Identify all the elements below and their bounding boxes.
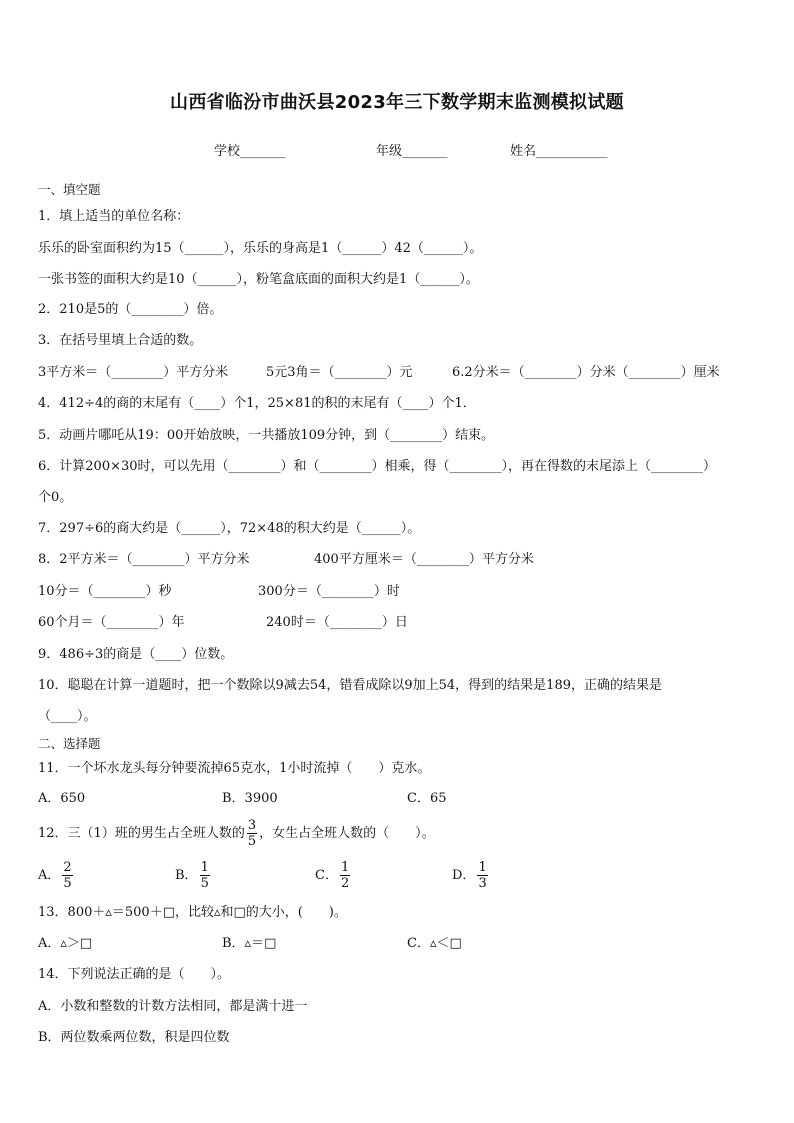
q3-c: 6.2分米＝（________）分米（________）厘米	[452, 365, 720, 380]
q12-option-d-fraction	[477, 860, 487, 891]
q13-stem: 13．800＋▵＝500＋□，比较▵和□的大小，( )。	[38, 905, 347, 920]
q12-fraction-num: 3	[247, 818, 257, 833]
q5: 5．动画片哪吒从19：00开始放映，一共播放109分钟，到（________）结束。	[38, 428, 495, 443]
school-field: 学校_______	[214, 144, 286, 159]
q8-b: 400平方厘米＝（________）平方分米	[314, 552, 534, 567]
section-fill-heading: 一、填空题	[38, 182, 101, 197]
q13-option-b: B．▵＝□	[222, 936, 277, 951]
q8-c: 10分＝（________）秒	[38, 584, 172, 599]
q6-line1: 6．计算200×30时，可以先用（________）和（________）相乘，得（________），再在得数的末尾添上（________）	[38, 459, 717, 474]
q13-option-a: A．▵＞□	[38, 936, 93, 951]
exam-title: 山西省临汾市曲沃县2023年三下数学期末监测模拟试题	[170, 92, 624, 113]
q12-option-a-fraction	[62, 860, 72, 891]
q12-option-a-label: A．	[38, 868, 61, 883]
q11-stem: 11．一个坏水龙头每分钟要流掉65克水，1小时流掉（ ）克水。	[38, 761, 431, 776]
q1-line1: 乐乐的卧室面积约为15（______），乐乐的身高是1（______）42（______）。	[38, 241, 483, 256]
q12-option-d-den: 3	[478, 876, 487, 891]
q12-stem-post: ，女生占全班人数的（ ）。	[259, 826, 435, 841]
q10-line2: （____）。	[38, 709, 97, 724]
q12-fraction-den: 5	[247, 834, 257, 849]
q12-option-c-num: 1	[340, 860, 350, 875]
q9: 9．486÷3的商是（____）位数。	[38, 647, 234, 662]
q12-option-c-fraction	[340, 860, 350, 891]
q11-option-b: B．3900	[222, 791, 278, 806]
q12-option-a-num: 2	[63, 860, 72, 875]
q2: 2．210是5的（________）倍。	[38, 302, 223, 317]
q12-fraction	[247, 818, 257, 849]
q12-option-c	[315, 859, 352, 893]
q10-line1: 10．聪聪在计算一道题时，把一个数除以9减去54，错看成除以9加上54，得到的结果是189，正确的结果是	[38, 678, 662, 693]
q12-option-d-label: D．	[452, 868, 476, 883]
q14-option-b: B．两位数乘两位数，积是四位数	[38, 1030, 230, 1045]
q3-a: 3平方米＝（________）平方分米	[38, 365, 229, 380]
q8-a: 8．2平方米＝（________）平方分米	[38, 552, 250, 567]
q1-stem: 1．填上适当的单位名称：	[38, 209, 190, 224]
q12-option-b-fraction	[200, 860, 210, 891]
q6-line2: 个0。	[38, 490, 73, 505]
q3-stem: 3．在括号里填上合适的数。	[38, 333, 203, 348]
q14-stem: 14．下列说法正确的是（ ）。	[38, 967, 231, 982]
q12-option-c-label: C．	[315, 868, 338, 883]
q12-stem	[38, 817, 435, 851]
grade-field: 年级_______	[376, 144, 448, 159]
q12-option-b-label: B．	[175, 868, 198, 883]
q8-d: 300分＝（________）时	[258, 584, 400, 599]
q12-option-b	[175, 859, 212, 893]
q12-option-c-den: 2	[340, 876, 350, 891]
q12-option-d-num: 1	[478, 860, 487, 875]
q7: 7．297÷6的商大约是（______），72×48的积大约是（______）。	[38, 521, 421, 536]
q13-option-c: C．▵＜□	[407, 936, 462, 951]
section-choice-heading: 二、选择题	[38, 736, 101, 751]
q11-option-a: A．650	[38, 791, 86, 806]
q14-option-a: A．小数和整数的计数方法相同，都是满十进一	[38, 999, 308, 1014]
q1-line2: 一张书签的面积大约是10（______），粉笔盒底面的面积大约是1（______）。	[38, 272, 479, 287]
q12-option-a	[38, 859, 75, 893]
q8-e: 60个月＝（________）年	[38, 615, 185, 630]
q12-stem-pre: 12．三（1）班的男生占全班人数的	[38, 826, 245, 841]
q12-option-d	[452, 859, 490, 893]
q12-option-b-num: 1	[200, 860, 209, 875]
name-field: 姓名___________	[510, 144, 608, 159]
q3-b: 5元3角＝（________）元	[266, 365, 413, 380]
q12-option-a-den: 5	[63, 876, 72, 891]
q11-option-c: C．65	[407, 791, 447, 806]
q4: 4．412÷4的商的末尾有（____）个1，25×81的积的末尾有（____）个1．	[38, 396, 476, 411]
q8-f: 240时＝（________）日	[266, 615, 408, 630]
q12-option-b-den: 5	[200, 876, 209, 891]
